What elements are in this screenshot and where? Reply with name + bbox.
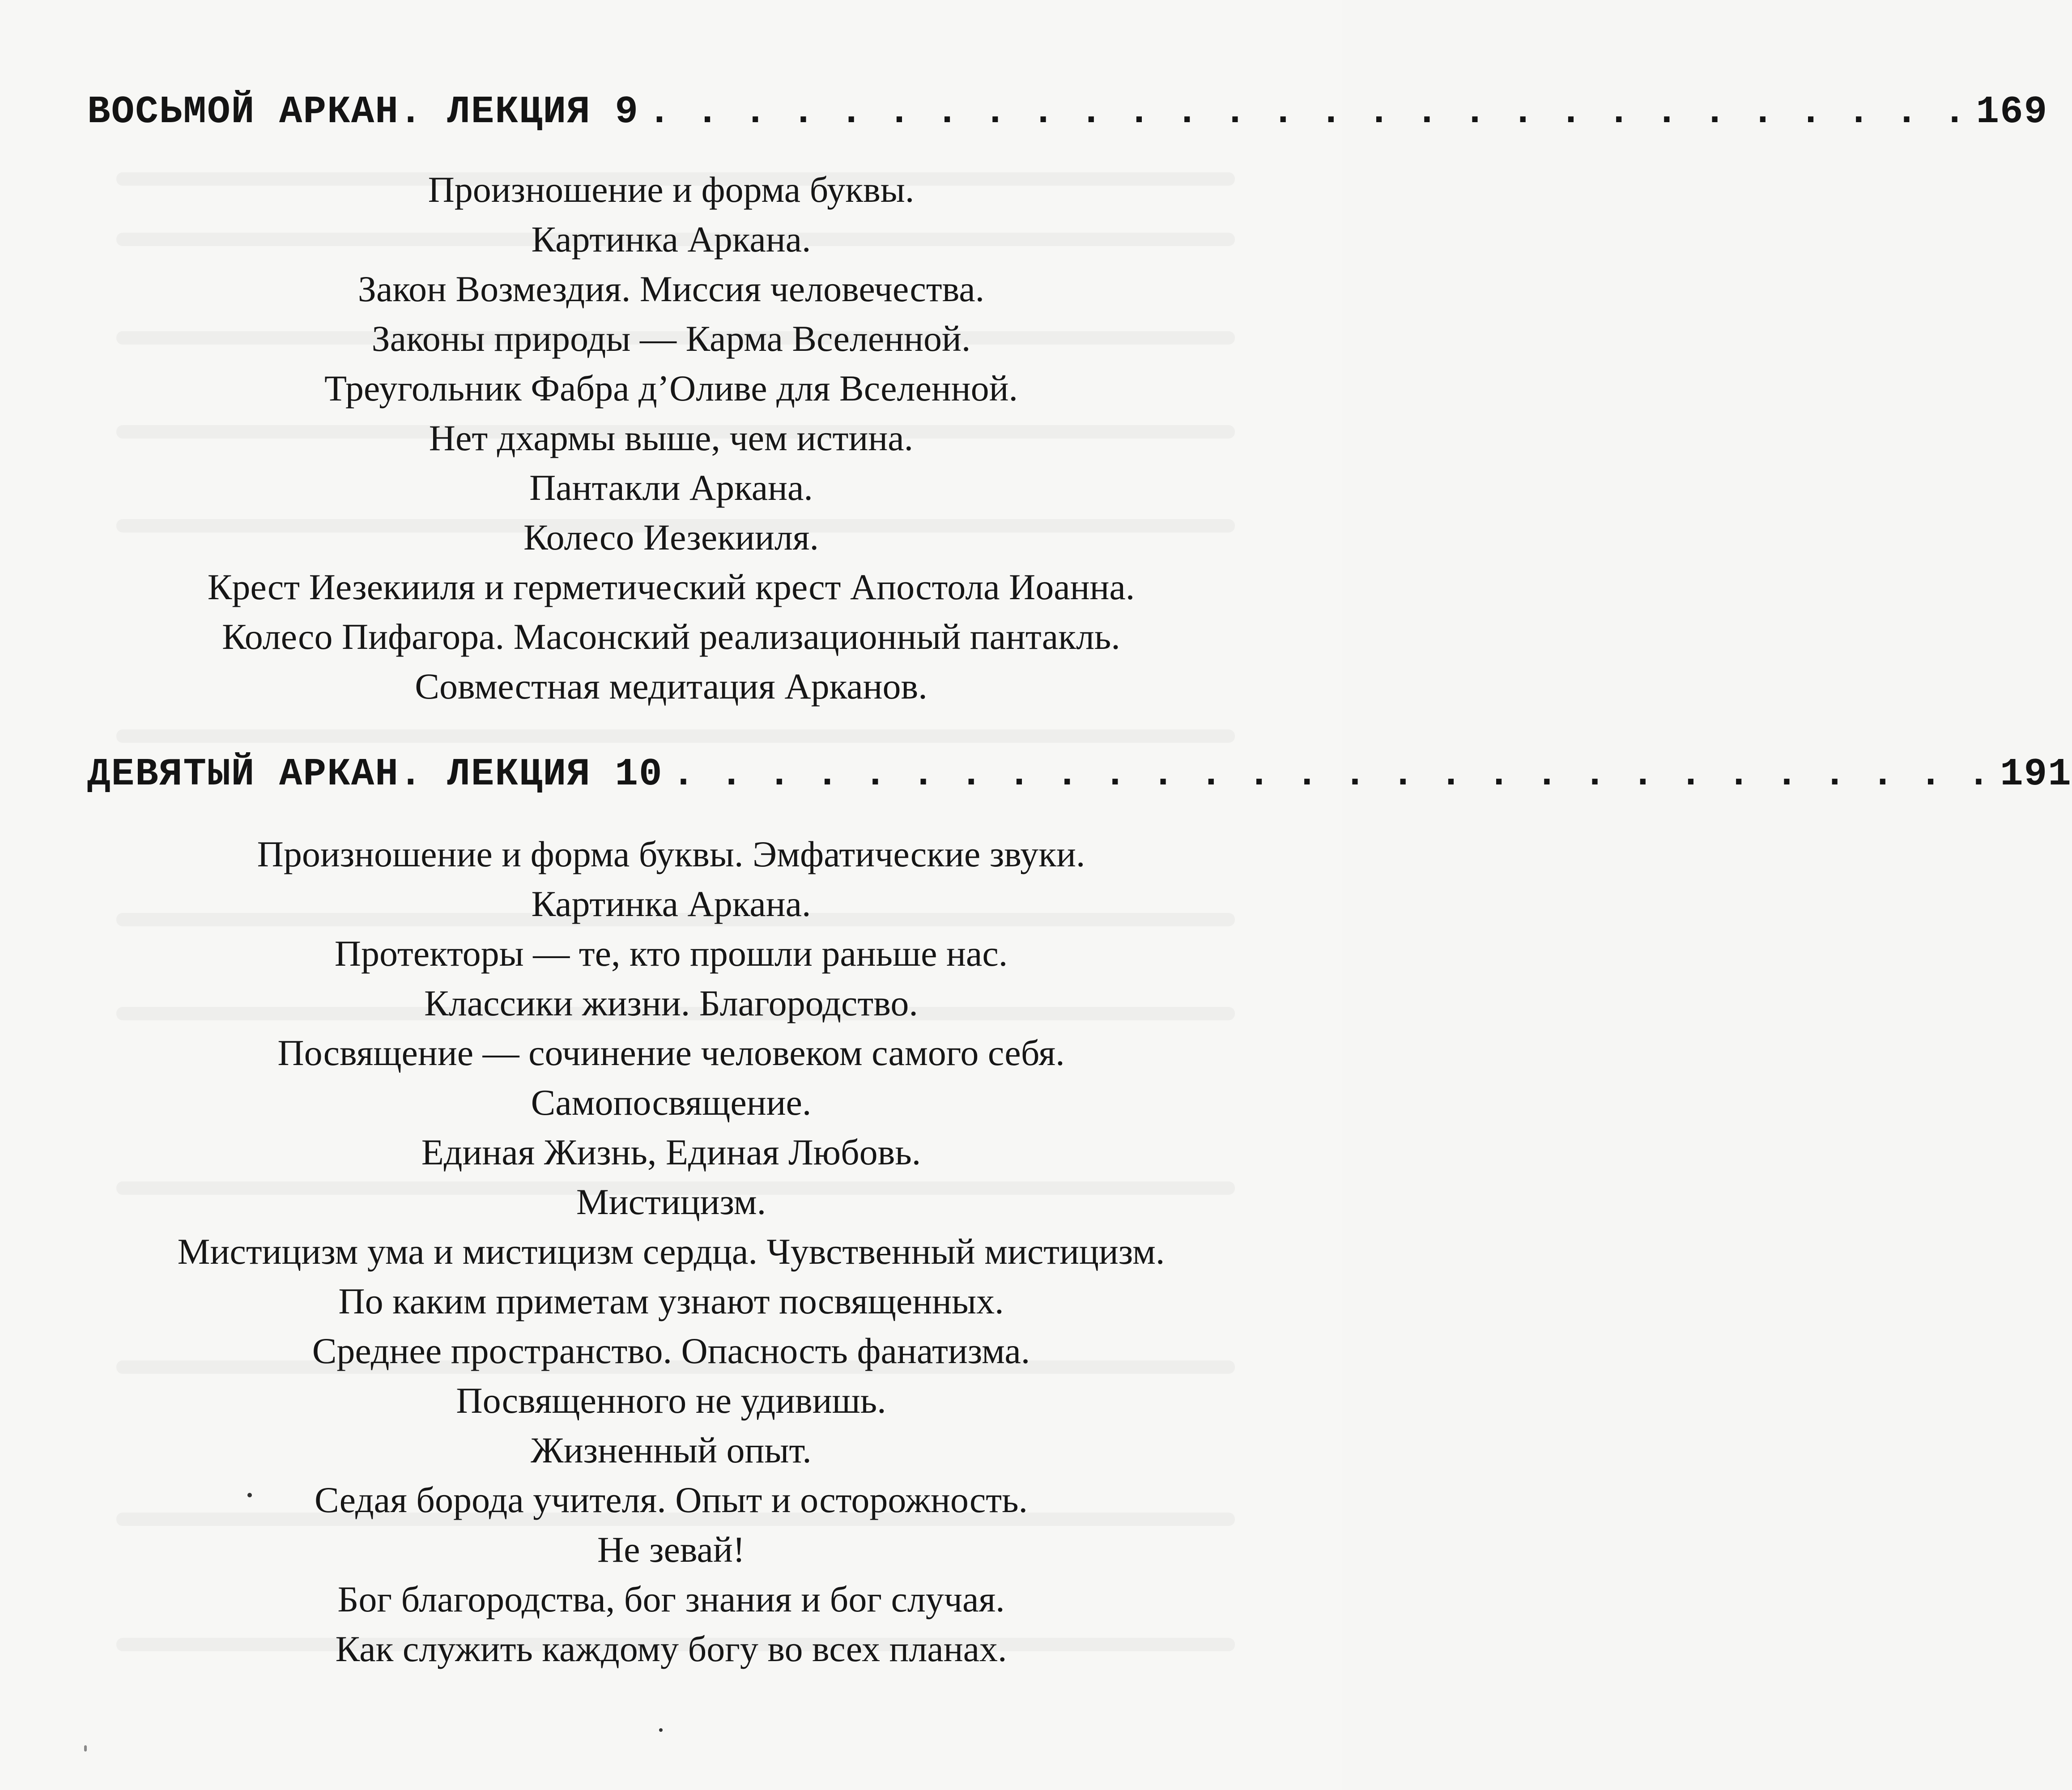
section-heading-eighth-arcanum xyxy=(87,85,2048,139)
toc-entry: Картинка Аркана. xyxy=(531,883,811,924)
toc-entry: Единая Жизнь, Единая Любовь. xyxy=(421,1132,921,1172)
toc-entry: Законы природы — Карма Вселенной. xyxy=(371,318,971,359)
toc-entry: Посвященного не удивишь. xyxy=(456,1380,886,1421)
print-speck xyxy=(84,1745,87,1752)
toc-entry: Совместная медитация Арканов. xyxy=(415,666,928,707)
toc-entry: Мистицизм ума и мистицизм сердца. Чувственный мистицизм. xyxy=(177,1231,1165,1272)
toc-entry: Классики жизни. Благородство. xyxy=(424,983,918,1023)
toc-entry: Протекторы — те, кто прошли раньше нас. xyxy=(334,933,1008,974)
toc-entry: Посвящение — сочинение человеком самого себя. xyxy=(277,1032,1065,1073)
toc-entry: Жизненный опыт. xyxy=(531,1430,812,1470)
toc-entry: Картинка Аркана. xyxy=(531,219,811,260)
page-number: 169 xyxy=(1976,90,2048,134)
section-entries-ninth-arcanum xyxy=(0,829,1342,1674)
toc-entry: Колесо Пифагора. Масонский реализационный пантакль. xyxy=(222,616,1120,657)
toc-entry: Закон Возмездия. Миссия человечества. xyxy=(357,268,985,309)
print-speck xyxy=(659,1728,663,1732)
toc-entry: Седая борода учителя. Опыт и осторожность. xyxy=(314,1479,1028,1520)
toc-entry: Не зевай! xyxy=(597,1529,745,1570)
toc-entry: Самопосвящение. xyxy=(531,1082,812,1123)
toc-entry: Крест Иезекииля и герметический крест Апостола Иоанна. xyxy=(207,567,1135,607)
print-speck xyxy=(247,1493,252,1497)
toc-entry: Среднее пространство. Опасность фанатизма. xyxy=(312,1330,1030,1371)
toc-entry: Бог благородства, бог знания и бог случая. xyxy=(337,1579,1005,1620)
section-title: ВОСЬМОЙ АРКАН. ЛЕКЦИЯ 9 xyxy=(87,90,639,134)
dot-leader: . . . . . . . . . . . . . . . . . . . . . . . . . . . . xyxy=(648,90,1967,134)
toc-entry: Мистицизм. xyxy=(576,1181,766,1222)
section-heading-ninth-arcanum xyxy=(87,747,2072,801)
section-title: ДЕВЯТЫЙ АРКАН. ЛЕКЦИЯ 10 xyxy=(87,752,663,796)
page-number: 191 xyxy=(2000,752,2072,796)
dot-leader: . . . . . . . . . . . . . . . . . . . . . . . . . . . . xyxy=(672,752,1991,796)
section-entries-eighth-arcanum xyxy=(0,165,1342,711)
toc-entry: Произношение и форма буквы. Эмфатические звуки. xyxy=(257,834,1085,874)
toc-entry: Пантакли Аркана. xyxy=(529,467,813,508)
toc-entry: Как служить каждому богу во всех планах. xyxy=(335,1628,1007,1669)
toc-entry: Колесо Иезекииля. xyxy=(523,517,819,558)
toc-entry: Нет дхармы выше, чем истина. xyxy=(429,418,914,458)
toc-entry: По каким приметам узнают посвященных. xyxy=(338,1281,1004,1321)
toc-entry: Произношение и форма буквы. xyxy=(428,169,915,210)
bleed-through-line xyxy=(116,729,1235,743)
toc-entry: Треугольник Фабра д’Оливе для Вселенной. xyxy=(324,368,1018,409)
